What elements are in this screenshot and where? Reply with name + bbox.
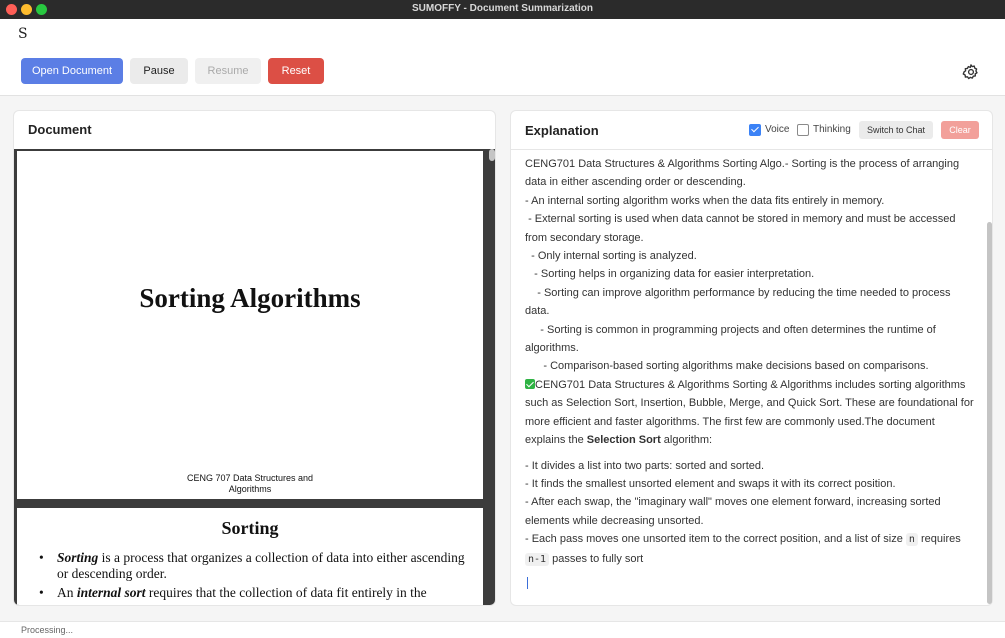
explanation-line: - After each swap, the "imaginary wall" moves one element forward, increasing sorted elements while decreasing unsorted.: [525, 496, 944, 527]
app-header: [0, 19, 1005, 96]
explanation-line: - Only internal sorting is analyzed.: [525, 250, 697, 263]
slide-bullets: [39, 550, 469, 604]
document-panel-title: Document: [28, 122, 92, 137]
voice-label[interactable]: Voice: [765, 124, 790, 135]
title-bar: [0, 0, 1005, 19]
explanation-panel: [510, 110, 993, 606]
voice-checkbox[interactable]: [749, 124, 761, 136]
reset-button[interactable]: Reset: [268, 58, 324, 84]
explanation-panel-title: Explanation: [525, 123, 599, 138]
divider: [511, 149, 992, 150]
clear-button[interactable]: Clear: [941, 121, 979, 139]
explanation-line: - External sorting is used when data cannot be stored in memory and must be accessed from secondary storage.: [525, 213, 959, 244]
slide-bullet: • An internal sort requires that the collection of data fit entirely in the: [39, 585, 469, 601]
document-page-2: [15, 506, 485, 606]
thinking-label[interactable]: Thinking: [813, 124, 851, 135]
explanation-line: CENG701 Data Structures & Algorithms Sorting Algo.- Sorting is the process of arranging data in either ascending order or descending.: [525, 158, 963, 189]
explanation-line: - It divides a list into two parts: sorted and sorted.: [525, 459, 765, 472]
explanation-line: - It finds the smallest unsorted element and swaps it with its correct position.: [525, 477, 896, 490]
text-caret: [527, 577, 528, 589]
document-panel: [13, 110, 496, 606]
explanation-line: - Sorting can improve algorithm performance by reducing the time needed to process data.: [525, 286, 954, 318]
slide-subtitle: [17, 473, 483, 495]
explanation-line: - An internal sorting algorithm works when the data fits entirely in memory.: [525, 194, 885, 207]
explanation-line: - Sorting is common in programming projects and often determines the runtime of algorithms.: [525, 323, 939, 355]
explanation-line: CENG701 Data Structures & Algorithms Sorting & Algorithms includes sorting algorithms such as Selection Sort, Insertion, Bubble, Merge, and Quick Sort. These are foundational for more efficient and faster algorithms. The first few are commonly used.The document explains the Selection Sort algorithm:: [525, 378, 977, 447]
document-page-1: [15, 149, 485, 501]
slide-subtitle-line2: Algorithms: [228, 484, 272, 494]
slide-bullet: • Sorting is a process that organizes a collection of data into either ascending or descending order.: [39, 550, 469, 582]
window-title: SUMOFFY - Document Summarization: [412, 3, 593, 14]
check-mark-icon: [525, 379, 535, 389]
app-logo: S: [18, 26, 28, 42]
slide-title: Sorting Algorithms: [139, 283, 361, 313]
resume-button[interactable]: Resume: [195, 58, 261, 84]
explanation-scrollbar[interactable]: [987, 222, 992, 604]
switch-to-chat-button[interactable]: Switch to Chat: [859, 121, 933, 139]
document-viewer[interactable]: [14, 149, 496, 606]
explanation-line: - Each pass moves one unsorted item to the correct position, and a list of size n requires n-1 passes to fully sort: [525, 533, 964, 565]
open-document-button[interactable]: Open Document: [21, 58, 123, 84]
slide-subtitle-line1: CENG 707 Data Structures and: [186, 473, 314, 483]
explanation-line: - Sorting helps in organizing data for easier interpretation.: [525, 268, 815, 281]
slide-title: Sorting: [221, 518, 279, 538]
pause-button[interactable]: Pause: [130, 58, 188, 84]
status-bar: [0, 621, 1005, 638]
gear-icon[interactable]: [962, 63, 980, 81]
thinking-checkbox[interactable]: [797, 124, 809, 136]
explanation-line: - Comparison-based sorting algorithms make decisions based on comparisons.: [525, 360, 929, 373]
document-scrollbar[interactable]: [489, 149, 495, 161]
status-text: Processing...: [21, 625, 74, 635]
explanation-text[interactable]: [525, 155, 977, 569]
